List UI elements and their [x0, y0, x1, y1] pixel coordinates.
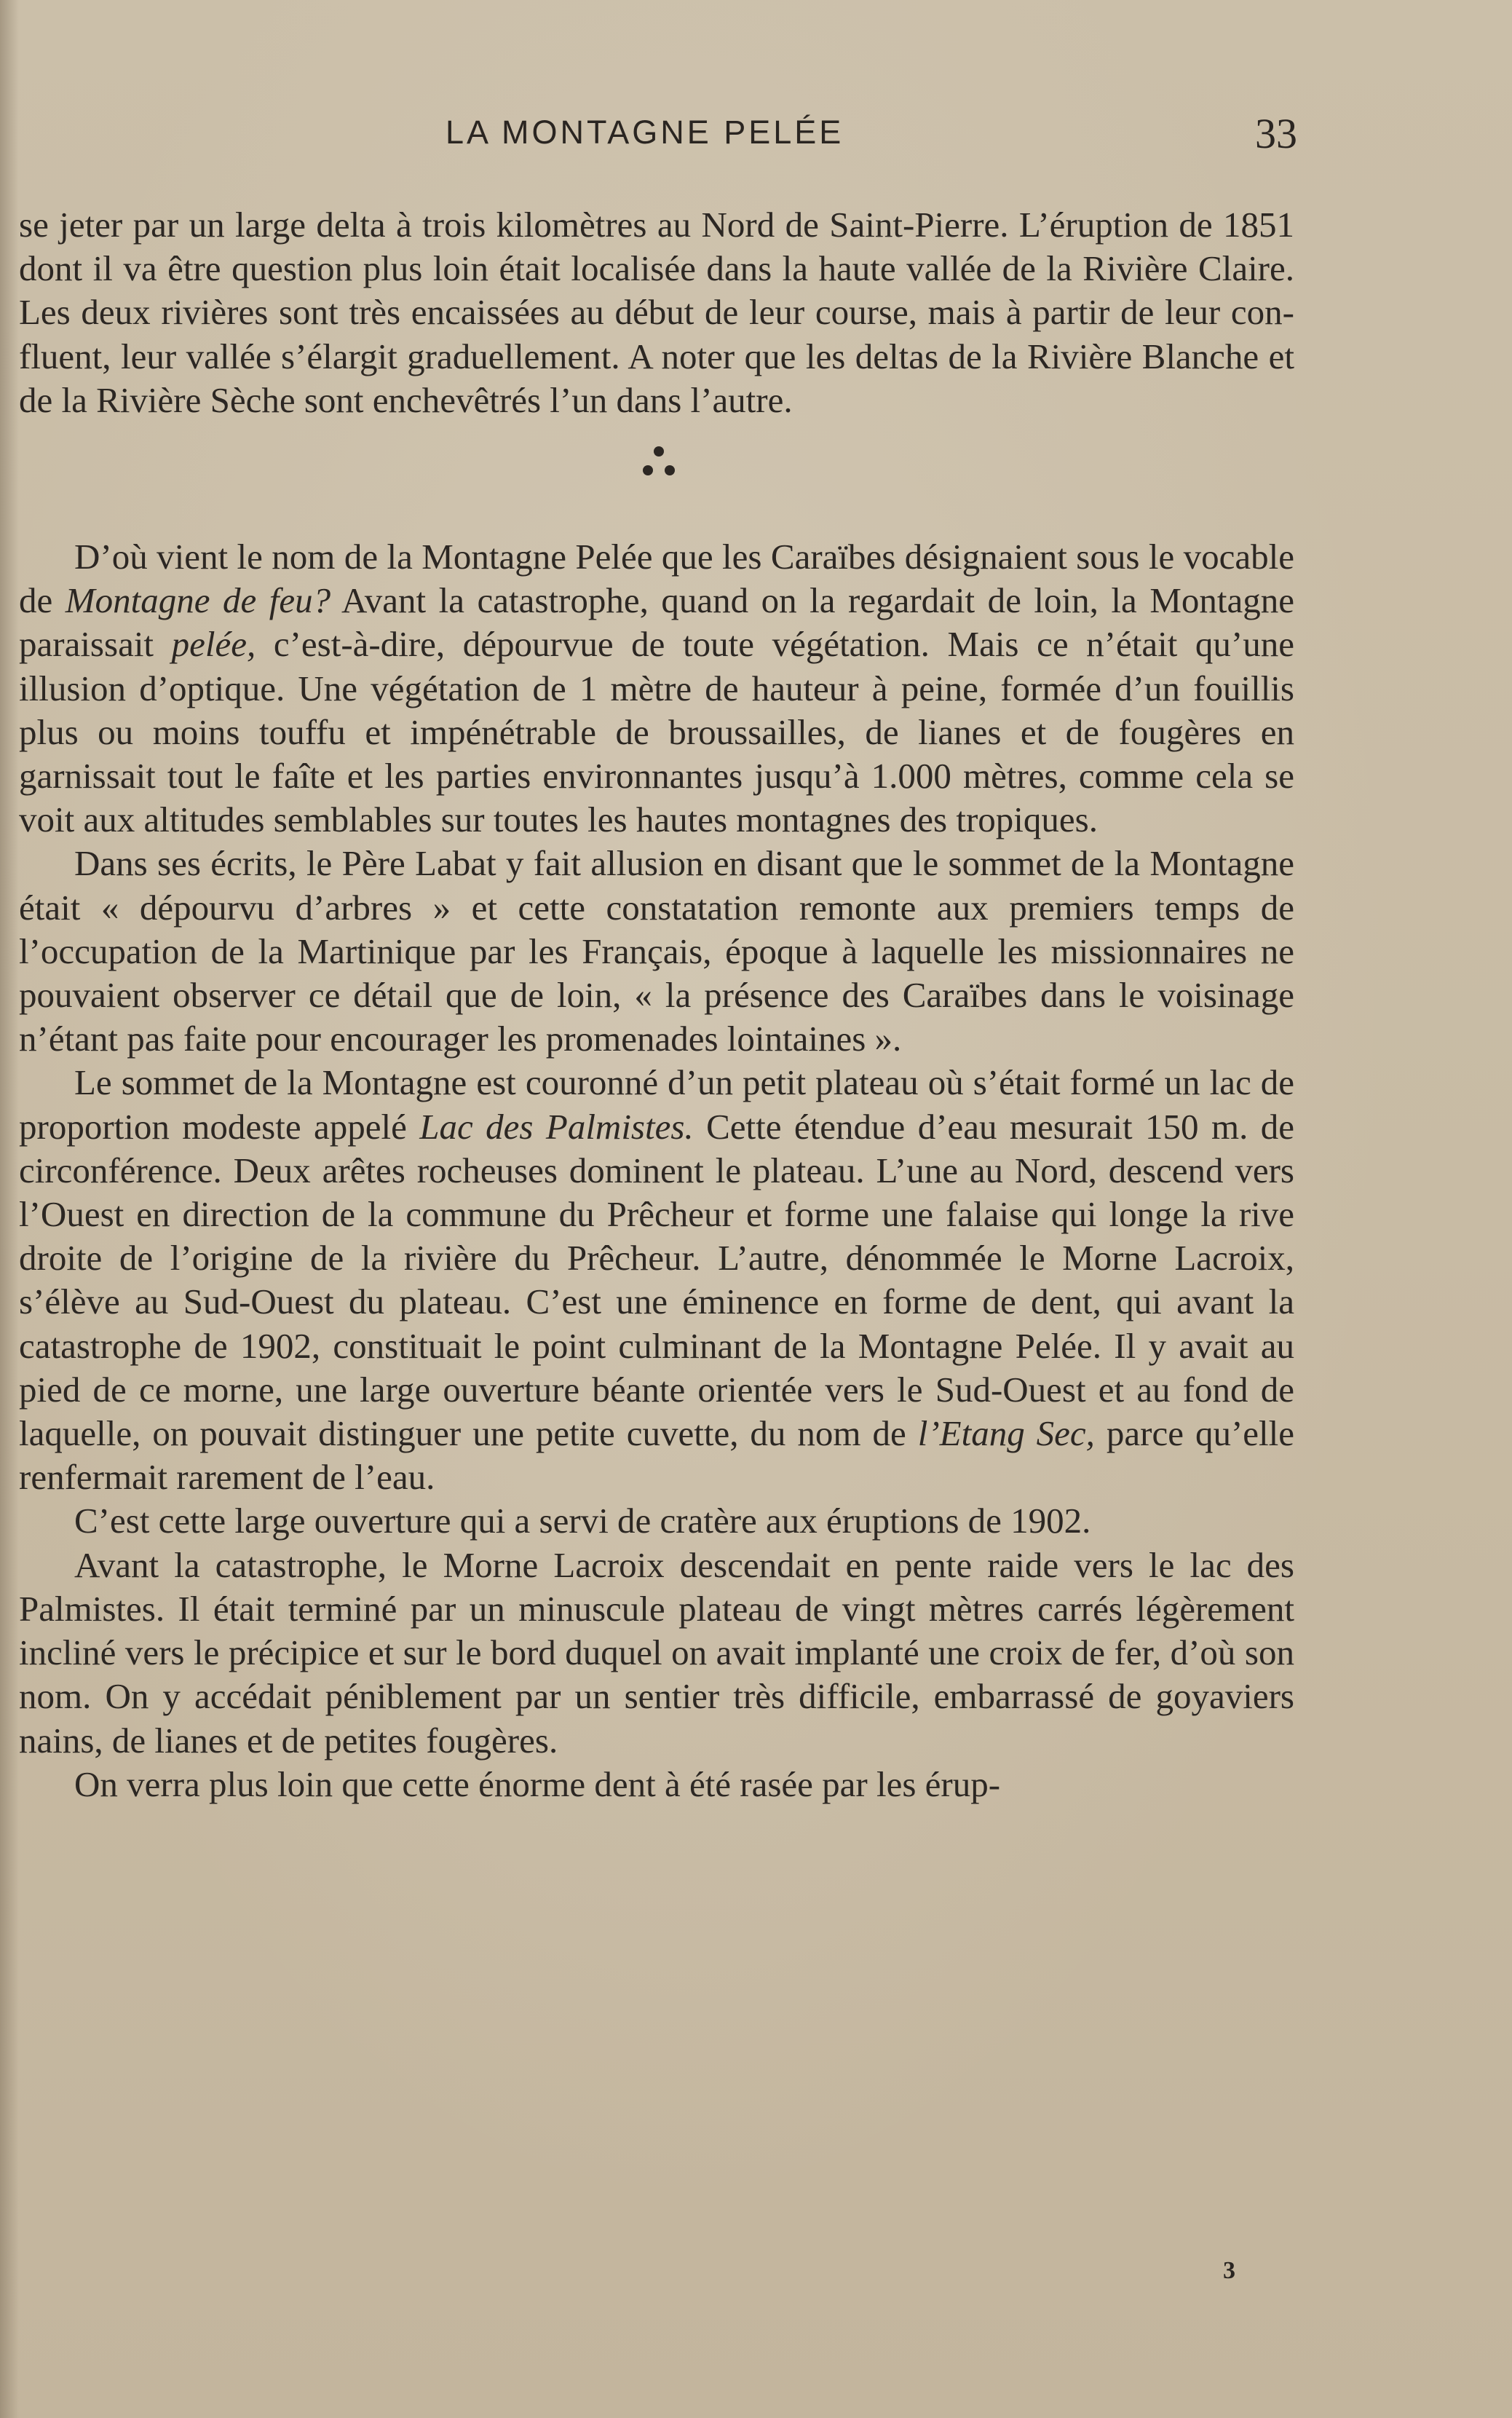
paragraph-4-text-b: Cette étendue d’eau mesurait 150 m. de circonférence. Deux arêtes rocheuses dominent le plateau. L’une au Nord, descend vers l’Ouest en direction de la commune du Prêcheur et forme une falaise qui longe la rive droite de l’origine de la rivière du Prêcheur. L’autre, dénommée le Morne Lacroix, s’élève au Sud-Ouest du plateau. C’est une éminence en forme de dent, qui avant la catastrophe de 1902, constituait le point culminant de la Montagne Pelée. Il y avait au pied de ce morne, une large ouverture béante orientée vers le Sud-Ouest et au fond de laquelle, on pouvait distinguer une petite cuvette, du nom de [19, 1106, 1294, 1454]
paragraph-3: Dans ses écrits, le Père Labat y fait allusion en disant que le sommet de la Montagne était « dépourvu d’arbres » et cette constatation remonte aux premiers temps de l’occupation de la Martinique par les Français, époque à laquelle les missionnaires ne pouvaient observer ce détail que de loin, « la présence des Caraïbes dans le voisinage n’étant pas faite pour encourager les promenades lointaines ». [19, 843, 1294, 1059]
italic-lac-des-palmistes: Lac des Palmistes. [419, 1106, 694, 1147]
page-header [446, 109, 1297, 160]
paragraph-4 [19, 1061, 1294, 1499]
italic-montagne-de-feu: Montagne de feu? [65, 580, 331, 621]
paragraph-4-text-c: parce qu’elle renfermait rarement de l’eau. [19, 1413, 1294, 1498]
signature-mark: 3 [1223, 2257, 1235, 2284]
italic-pelee: pelée, [171, 624, 256, 665]
page-number: 33 [1255, 110, 1297, 157]
paragraph-2-text-c: c’est-à-dire, dépourvue de toute végétation. Mais ce n’était qu’une illusion d’optique. Une végétation de 1 mètre de hauteur à peine, formée d’un fouillis plus ou moins touffu et impénétrable de broussailles, de lianes et de fougères en garnissait tout le faîte et les parties environnantes jusqu’à 1.000 mètres, comme cela se voit aux altitudes semblables sur toutes les hautes montagnes des tropiques. [19, 624, 1294, 840]
paragraph-1: se jeter par un large delta à trois kilomètres au Nord de Saint-Pierre. L’éruption de 1851 dont il va être question plus loin était localisée dans la haute vallée de la Rivière Claire. Les deux rivières sont très encaissées au début de leur course, mais à partir de leur confluent, leur vallée s’élargit graduellement. A noter que les deltas de la Rivière Blanche et de la Rivière Sèche sont enchevêtrés l’un dans l’autre. [19, 205, 1294, 420]
asterism-icon [633, 441, 684, 485]
paragraph-4-text-a: Le sommet de la Montagne est couronné d’un petit plateau où s’était formé un lac de proportion modeste appelé [19, 1062, 1294, 1147]
paragraph-5: C’est cette large ouverture qui a servi de cratère aux éruptions de 1902. [74, 1501, 1091, 1541]
paragraph-2-text-b: Avant la catastrophe, quand on la regardait de loin, la Montagne paraissait [19, 580, 1294, 665]
body-text [19, 203, 1294, 1806]
paragraph-2-text-a: D’où vient le nom de la Montagne Pelée que les Caraïbes désignaient sous le vocable de [19, 537, 1294, 621]
running-title: LA MONTAGNE PELÉE [446, 114, 844, 151]
italic-etang-sec: l’Etang Sec, [917, 1413, 1095, 1454]
paragraph-6: Avant la catastrophe, le Morne Lacroix descendait en pente raide vers le lac des Palmistes. Il était terminé par un minuscule plateau de vingt mètres carrés légèrement incliné vers le précipice et sur le bord duquel on avait implanté une croix de fer, d’où son nom. On y accédait péniblement par un sentier très difficile, embarrassé de goyaviers nains, de lianes et de petites fougères. [19, 1544, 1294, 1761]
paragraph-7: On verra plus loin que cette énorme dent à été rasée par les érup- [74, 1763, 1001, 1804]
paragraph-2 [19, 535, 1294, 842]
binding-shadow [0, 0, 19, 2418]
asterism-separator [19, 427, 1294, 496]
